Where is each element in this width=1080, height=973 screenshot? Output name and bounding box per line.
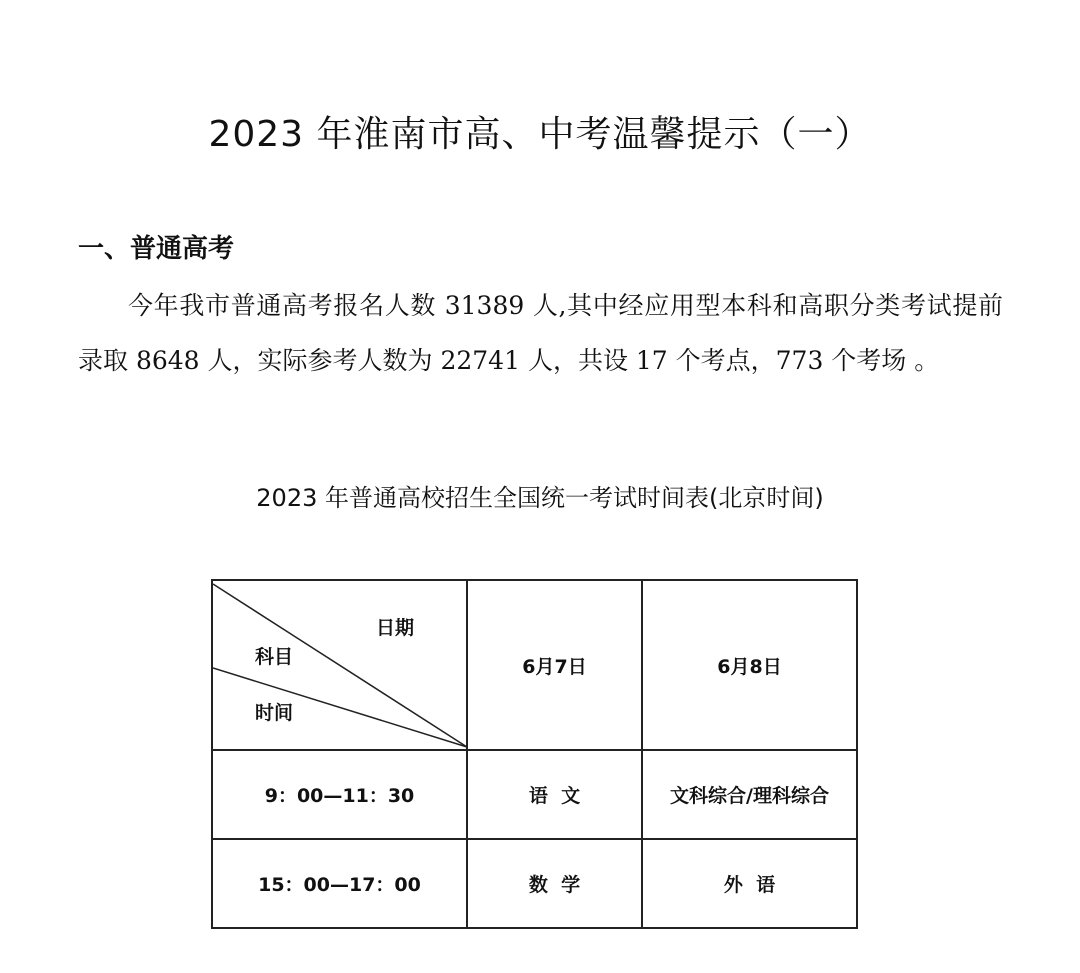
diagonal-header-cell: [212, 580, 467, 750]
subject-cell: 数 学: [467, 839, 642, 928]
time-axis-label: 时间: [255, 702, 294, 724]
diagonal-line-upper: [213, 584, 467, 747]
table-header-row: [212, 580, 857, 750]
date-axis-label: 日期: [376, 617, 415, 639]
diagonal-line-lower: [213, 668, 467, 747]
diagonal-lines: [213, 581, 468, 749]
date-header-day1: 6月7日: [467, 580, 642, 750]
table-title: 2023 年普通高校招生全国统一考试时间表(北京时间): [256, 484, 824, 512]
subject-cell: 文科综合/理科综合: [642, 750, 857, 839]
exam-schedule-table: [211, 579, 858, 929]
subject-axis-label: 科目: [255, 646, 294, 668]
table-row: [212, 750, 857, 839]
date-header-day2: 6月8日: [642, 580, 857, 750]
table-row: [212, 839, 857, 928]
document-title: 2023 年淮南市高、中考温馨提示（一）: [208, 114, 872, 155]
time-cell-afternoon: 15：00—17：00: [212, 839, 467, 928]
subject-cell: 外 语: [642, 839, 857, 928]
section-heading: 一、普通高考: [78, 234, 235, 264]
subject-cell: 语 文: [467, 750, 642, 839]
body-paragraph: 今年我市普通高考报名人数 31389 人,其中经应用型本科和高职分类考试提前录取 8648 人，实际参考人数为 22741 人，共设 17 个考点，773 个考场 。: [78, 291, 1003, 375]
time-cell-morning: 9：00—11：30: [212, 750, 467, 839]
